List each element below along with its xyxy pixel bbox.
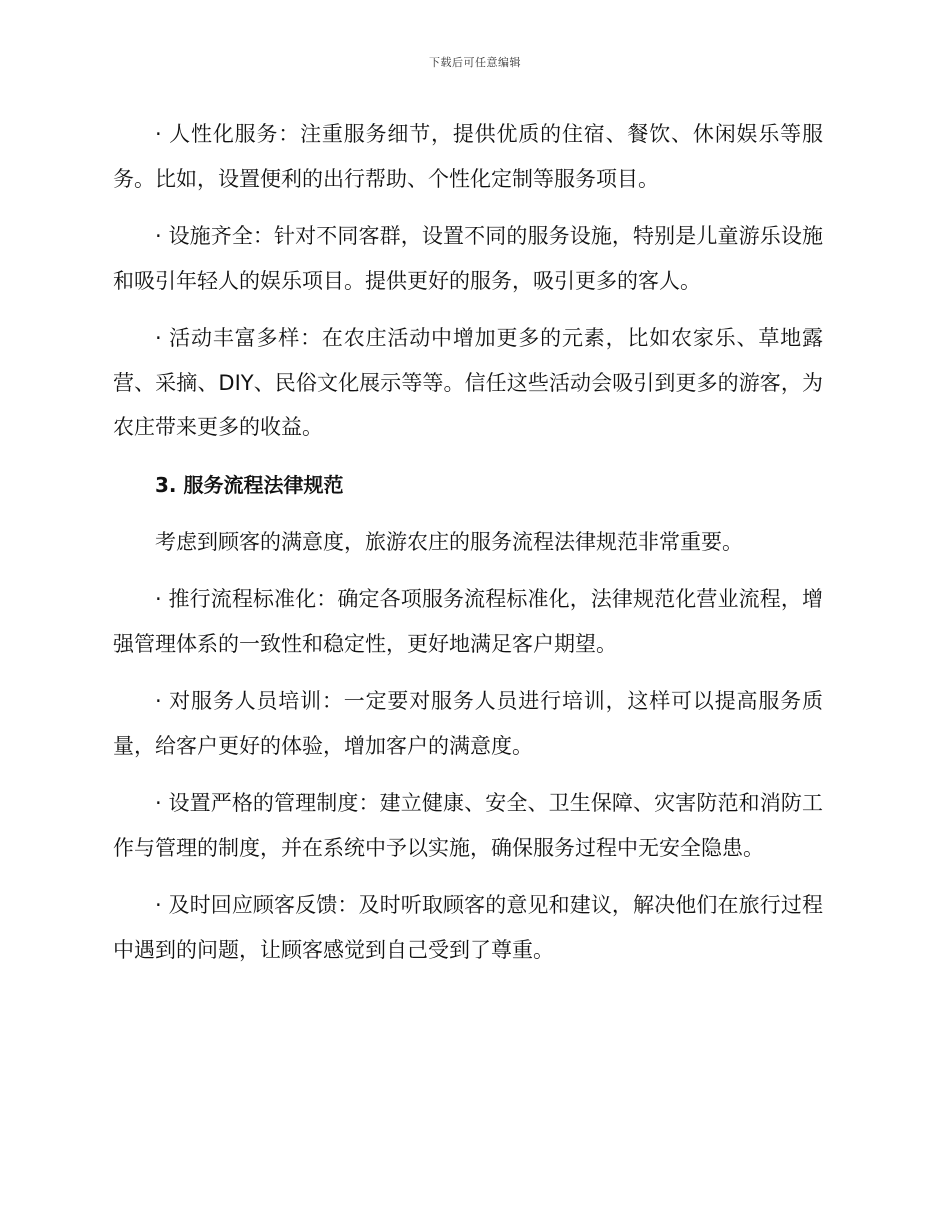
paragraph-complete-facilities: · 设施齐全：针对不同客群，设置不同的服务设施，特别是儿童游乐设施和吸引年轻人的娱乐项目。提供更好的服务，吸引更多的客人。 xyxy=(113,224,823,293)
section-heading: 3. 服务流程法律规范 xyxy=(155,472,344,497)
paragraph-diverse-activities: · 活动丰富多样：在农庄活动中增加更多的元素，比如农家乐、草地露营、采摘、DIY、民俗文化展示等等。信任这些活动会吸引到更多的游客，为农庄带来更多的收益。 xyxy=(113,326,823,439)
paragraph-intro: 考虑到顾客的满意度，旅游农庄的服务流程法律规范非常重要。 xyxy=(155,529,743,554)
document-body xyxy=(113,112,823,985)
paragraph-humanized-service: · 人性化服务：注重服务细节，提供优质的住宿、餐饮、休闲娱乐等服务。比如，设置便利的出行帮助、个性化定制等服务项目。 xyxy=(113,122,823,191)
paragraph-customer-feedback: · 及时回应顾客反馈：及时听取顾客的意见和建议，解决他们在旅行过程中遇到的问题，让顾客感觉到自己受到了尊重。 xyxy=(113,893,823,962)
paragraph-standardization: · 推行流程标准化：确定各项服务流程标准化，法律规范化营业流程，增强管理体系的一致性和稳定性，更好地满足客户期望。 xyxy=(113,587,823,656)
header-note: 下载后可任意编辑 xyxy=(429,56,521,69)
paragraph-management-system: · 设置严格的管理制度：建立健康、安全、卫生保障、灾害防范和消防工作与管理的制度，并在系统中予以实施，确保服务过程中无安全隐患。 xyxy=(113,791,823,860)
paragraph-staff-training: · 对服务人员培训：一定要对服务人员进行培训，这样可以提高服务质量，给客户更好的体验，增加客户的满意度。 xyxy=(113,689,823,758)
